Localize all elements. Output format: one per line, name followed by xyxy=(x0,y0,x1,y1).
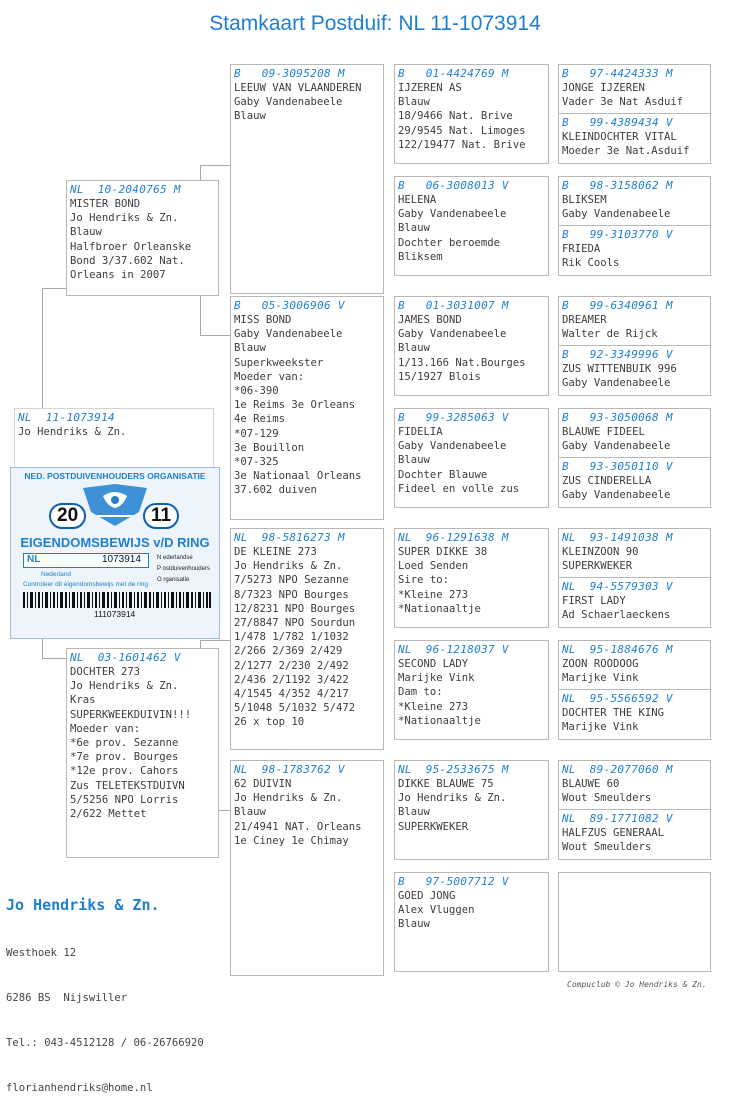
info-line: *Nationaaltje xyxy=(398,602,481,615)
info-line: DIKKE BLAUWE 75 xyxy=(398,778,494,790)
info-line: Dochter beroemde xyxy=(398,236,501,249)
info-line: Gaby Vandenabeele xyxy=(562,208,671,221)
info-line: Blauw xyxy=(70,226,102,239)
info-line: 18/9466 Nat. Brive xyxy=(398,110,513,123)
connector-line xyxy=(200,165,230,166)
ring-number: B 97-5007712 V xyxy=(398,875,509,888)
ring-number: NL 93-1491038 M xyxy=(562,531,673,544)
info-line: Gaby Vandenabeele xyxy=(562,440,671,453)
info-line: KLEINZOON 90 xyxy=(562,546,639,558)
card-country: Nederland xyxy=(41,571,71,578)
info-line: 122/19477 Nat. Brive xyxy=(398,138,526,151)
pedigree-box-g1 xyxy=(558,64,711,164)
info-line: 3e Nationaal Orleans xyxy=(234,470,362,483)
info-line: 4e Reims xyxy=(234,413,286,426)
info-line: Jo Hendriks & Zn. xyxy=(398,792,507,805)
info-line: *Kleine 273 xyxy=(398,700,469,713)
info-line: Superkweekster xyxy=(234,356,324,369)
info-line: 5/5256 NPO Lorris xyxy=(70,793,179,806)
ring-number: NL 96-1291638 M xyxy=(398,531,509,544)
info-line: Moeder van: xyxy=(234,370,305,383)
info-line: SUPERKWEEKDUIVIN!!! xyxy=(70,708,192,721)
info-line: SUPER DIKKE 38 xyxy=(398,546,488,558)
ring-number: B 99-6340961 M xyxy=(562,299,673,312)
info-line: *12e prov. Cahors xyxy=(70,765,179,778)
pedigree-box-fmm xyxy=(394,408,549,508)
info-line: Gaby Vandenabeele xyxy=(562,377,671,390)
pedigree-box-mm xyxy=(230,760,384,976)
credit-text: Compuclub © Jo Hendriks & Zn. xyxy=(567,980,707,989)
address-line: Westhoek 12 xyxy=(6,947,77,959)
info-line: 21/4941 NAT. Orleans xyxy=(234,820,362,833)
info-line: HELENA xyxy=(398,194,437,206)
email-line: florianhendriks@home.nl xyxy=(6,1082,153,1094)
info-line: DOCHTER THE KING xyxy=(562,707,665,719)
info-line: 2/266 2/369 2/429 xyxy=(234,645,343,658)
ring-number: B 97-4424333 M xyxy=(562,67,673,80)
info-line: FRIEDA xyxy=(562,243,601,255)
ring-number: NL 95-1884676 M xyxy=(562,643,673,656)
ring-number: B 01-4424769 M xyxy=(398,67,509,80)
info-line: HALFZUS GENERAAL xyxy=(562,827,665,839)
info-line: *Kleine 273 xyxy=(398,588,469,601)
pedigree-box-g4 xyxy=(558,408,711,508)
info-line: 4/1545 4/352 4/217 xyxy=(234,688,349,701)
info-line: Blauw xyxy=(398,454,430,467)
info-line: Gaby Vandenabeele xyxy=(398,328,507,341)
ring-number-field xyxy=(23,553,149,568)
info-line: 1/478 1/782 1/1032 xyxy=(234,631,349,644)
ring-number: B 93-3050110 V xyxy=(562,460,673,473)
ring-number: B 99-4389434 V xyxy=(562,116,673,129)
info-line: FIRST LADY xyxy=(562,595,626,607)
info-line: 12/8231 NPO Bourges xyxy=(234,602,356,615)
info-line: Bliksem xyxy=(398,250,443,263)
organisation-line: N ederlandse xyxy=(157,555,193,561)
ring-number: NL 96-1218037 V xyxy=(398,643,509,656)
ring-number: NL 95-5566592 V xyxy=(562,692,673,705)
info-line: DREAMER xyxy=(562,314,607,326)
info-line: Fideel en volle zus xyxy=(398,482,520,495)
info-line: Bond 3/37.602 Nat. xyxy=(70,254,185,267)
info-line: GOED JONG xyxy=(398,890,456,902)
info-line: Kras xyxy=(70,694,96,707)
info-line: Moeder van: xyxy=(70,722,141,735)
info-line: BLAUWE 60 xyxy=(562,778,620,790)
info-line: Rik Cools xyxy=(562,257,620,270)
info-line: 62 DUIVIN xyxy=(234,778,292,790)
info-line: Marijke Vink xyxy=(562,672,639,685)
info-line: *Nationaaltje xyxy=(398,714,481,727)
info-line: Marijke Vink xyxy=(562,721,639,734)
info-line: Dochter Blauwe xyxy=(398,468,488,481)
ring-number: B 99-3103770 V xyxy=(562,228,673,241)
info-line: Wout Smeulders xyxy=(562,792,652,805)
info-line: LEEUW VAN VLAANDEREN xyxy=(234,82,362,94)
pedigree-box-ff xyxy=(230,64,384,294)
connector-line xyxy=(42,288,43,414)
pedigree-box-subject xyxy=(14,408,214,468)
info-line: Blauw xyxy=(398,918,430,931)
pedigree-box-mff xyxy=(394,528,549,628)
country-code: NL xyxy=(27,554,41,565)
info-line: Gaby Vandenabeele xyxy=(562,489,671,502)
pedigree-box-mfm xyxy=(394,640,549,740)
pedigree-box-mother xyxy=(66,648,219,858)
info-line: BLAUWE FIDEEL xyxy=(562,426,645,438)
pedigree-box-fmf xyxy=(394,296,549,396)
info-line: 2/436 2/1192 3/422 xyxy=(234,673,349,686)
ring-number: B 01-3031007 M xyxy=(398,299,509,312)
info-line: Zus TELETEKSTDUIVN xyxy=(70,779,185,792)
ownership-card xyxy=(10,467,220,639)
info-line: Jo Hendriks & Zn. xyxy=(234,792,343,805)
ring-number: B 09-3095208 M xyxy=(234,67,345,80)
info-line: Moeder 3e Nat.Asduif xyxy=(562,145,690,158)
ring-number: NL 98-1783762 V xyxy=(234,763,345,776)
info-line: FIDELIA xyxy=(398,426,443,438)
ring-number: NL 89-2077060 M xyxy=(562,763,673,776)
card-year-left: 20 xyxy=(49,503,86,529)
info-line: Dam to: xyxy=(398,686,443,699)
info-line: Blauw xyxy=(234,110,266,123)
info-line: Blauw xyxy=(234,806,266,819)
ring-number: NL 98-5816273 M xyxy=(234,531,345,544)
pedigree-box-father xyxy=(66,180,219,296)
info-line: Blauw xyxy=(398,222,430,235)
pedigree-box-g2 xyxy=(558,176,711,276)
organisation-line: O rganisatie xyxy=(157,577,190,583)
ring-number: NL 89-1771082 V xyxy=(562,812,673,825)
info-line: *06-390 xyxy=(234,385,279,398)
info-line: BLIKSEM xyxy=(562,194,607,206)
info-line: Loed Senden xyxy=(398,560,469,573)
info-line: Gaby Vandenabeele xyxy=(234,96,343,109)
info-line: MISS BOND xyxy=(234,314,292,326)
breeder-name: Jo Hendriks & Zn. xyxy=(6,896,160,914)
info-line: Blauw xyxy=(234,342,266,355)
info-line: 1e Ciney 1e Chimay xyxy=(234,834,349,847)
connector-line xyxy=(200,640,230,641)
pedigree-box-g6 xyxy=(558,640,711,740)
pedigree-box-empty xyxy=(558,872,711,972)
pedigree-box-ffm xyxy=(394,176,549,276)
pedigree-box-g5 xyxy=(558,528,711,628)
info-line: Jo Hendriks & Zn. xyxy=(18,426,127,438)
info-line: 37.602 duiven xyxy=(234,484,317,497)
card-title: EIGENDOMSBEWIJS v/D RING xyxy=(20,535,210,550)
info-line: Walter de Rijck xyxy=(562,328,658,341)
info-line: Alex Vluggen xyxy=(398,904,475,917)
info-line: Blauw xyxy=(398,806,430,819)
info-line: ZUS CINDERELLA xyxy=(562,475,652,487)
info-line: Jo Hendriks & Zn. xyxy=(70,212,179,225)
info-line: 5/1048 5/1032 5/472 xyxy=(234,702,356,715)
info-line: Jo Hendriks & Zn. xyxy=(70,680,179,693)
ring-number: B 92-3349996 V xyxy=(562,348,673,361)
info-line: Sire to: xyxy=(398,574,450,587)
pedigree-box-fff xyxy=(394,64,549,164)
card-year-right: 11 xyxy=(143,503,179,529)
info-line: Blauw xyxy=(398,342,430,355)
barcode-number: 111073914 xyxy=(94,609,136,619)
info-line: Jo Hendriks & Zn. xyxy=(234,560,343,573)
info-line: JONGE IJZEREN xyxy=(562,82,645,94)
card-check-text: Controleer dit eigendomsbewijs met de ring xyxy=(23,581,149,588)
info-line: Marijke Vink xyxy=(398,672,475,685)
info-line: Gaby Vandenabeele xyxy=(234,328,343,341)
info-line: ZUS WITTENBUIK 996 xyxy=(562,363,677,375)
address-line: 6286 BS Nijswiller xyxy=(6,992,128,1004)
organisation-line: P ostduivenhouders xyxy=(157,566,210,572)
connector-line xyxy=(42,288,66,289)
info-line: JAMES BOND xyxy=(398,314,462,326)
info-line: 7/5273 NPO Sezanne xyxy=(234,574,349,587)
info-line: 1e Reims 3e Orleans xyxy=(234,399,356,412)
info-line: SUPERKWEKER xyxy=(398,820,469,833)
info-line: *07-325 xyxy=(234,456,279,469)
info-line: 26 x top 10 xyxy=(234,716,305,729)
info-line: MISTER BOND xyxy=(70,198,141,210)
page-title: Stamkaart Postduif: NL 11-1073914 xyxy=(209,12,541,35)
card-organisation: NED. POSTDUIVENHOUDERS ORGANISATIE xyxy=(24,471,206,481)
ring-number: B 98-3158062 M xyxy=(562,179,673,192)
info-line: KLEINDOCHTER VITAL xyxy=(562,131,677,143)
ring-number: NL 10-2040765 M xyxy=(70,183,181,196)
organisation-list xyxy=(157,553,210,586)
info-line: Gaby Vandenabeele xyxy=(398,208,507,221)
info-line: *07-129 xyxy=(234,427,279,440)
info-line: DOCHTER 273 xyxy=(70,666,141,678)
ring-number: NL 94-5579303 V xyxy=(562,580,673,593)
info-line: 8/7323 NPO Bourges xyxy=(234,588,349,601)
ring-number: B 05-3006906 V xyxy=(234,299,345,312)
phone-line: Tel.: 043-4512128 / 06-26766920 xyxy=(6,1037,204,1049)
info-line: 29/9545 Nat. Limoges xyxy=(398,124,526,137)
info-line: IJZEREN AS xyxy=(398,82,462,94)
pedigree-box-mmf xyxy=(394,760,549,860)
pedigree-box-g3 xyxy=(558,296,711,396)
info-line: 2/622 Mettet xyxy=(70,808,147,821)
ring-number: B 06-3008013 V xyxy=(398,179,509,192)
info-line: *6e prov. Sezanne xyxy=(70,737,179,750)
info-line: SECOND LADY xyxy=(398,658,469,670)
info-line: Wout Smeulders xyxy=(562,841,652,854)
pedigree-box-g7 xyxy=(558,760,711,860)
pedigree-box-fm xyxy=(230,296,384,520)
ring-number: B 99-3285063 V xyxy=(398,411,509,424)
info-line: DE KLEINE 273 xyxy=(234,546,317,558)
info-line: Blauw xyxy=(398,96,430,109)
ring-number-value: 1073914 xyxy=(102,554,141,565)
ring-number: NL 95-2533675 M xyxy=(398,763,509,776)
connector-line xyxy=(200,335,230,336)
pedigree-box-mmm xyxy=(394,872,549,972)
ring-number: NL 03-1601462 V xyxy=(70,651,181,664)
info-line: ZOON ROODOOG xyxy=(562,658,639,670)
info-line: Vader 3e Nat Asduif xyxy=(562,96,684,109)
info-line: 1/13.166 Nat.Bourges xyxy=(398,356,526,369)
barcode-icon xyxy=(23,592,211,608)
ring-number: NL 11-1073914 xyxy=(18,411,115,424)
connector-line xyxy=(42,658,66,659)
info-line: 27/8847 NPO Sourdun xyxy=(234,617,356,630)
info-line: Ad Schaerlaeckens xyxy=(562,609,671,622)
info-line: Orleans in 2007 xyxy=(70,269,166,282)
info-line: 2/1277 2/230 2/492 xyxy=(234,659,349,672)
info-line: 3e Bouillon xyxy=(234,441,305,454)
info-line: *7e prov. Bourges xyxy=(70,751,179,764)
info-line: Gaby Vandenabeele xyxy=(398,440,507,453)
info-line: SUPERKWEKER xyxy=(562,560,633,573)
info-line: Halfbroer Orleanske xyxy=(70,240,192,253)
pedigree-box-mf xyxy=(230,528,384,750)
info-line: 15/1927 Blois xyxy=(398,370,481,383)
ring-number: B 93-3050068 M xyxy=(562,411,673,424)
breeder-address xyxy=(6,916,204,1111)
